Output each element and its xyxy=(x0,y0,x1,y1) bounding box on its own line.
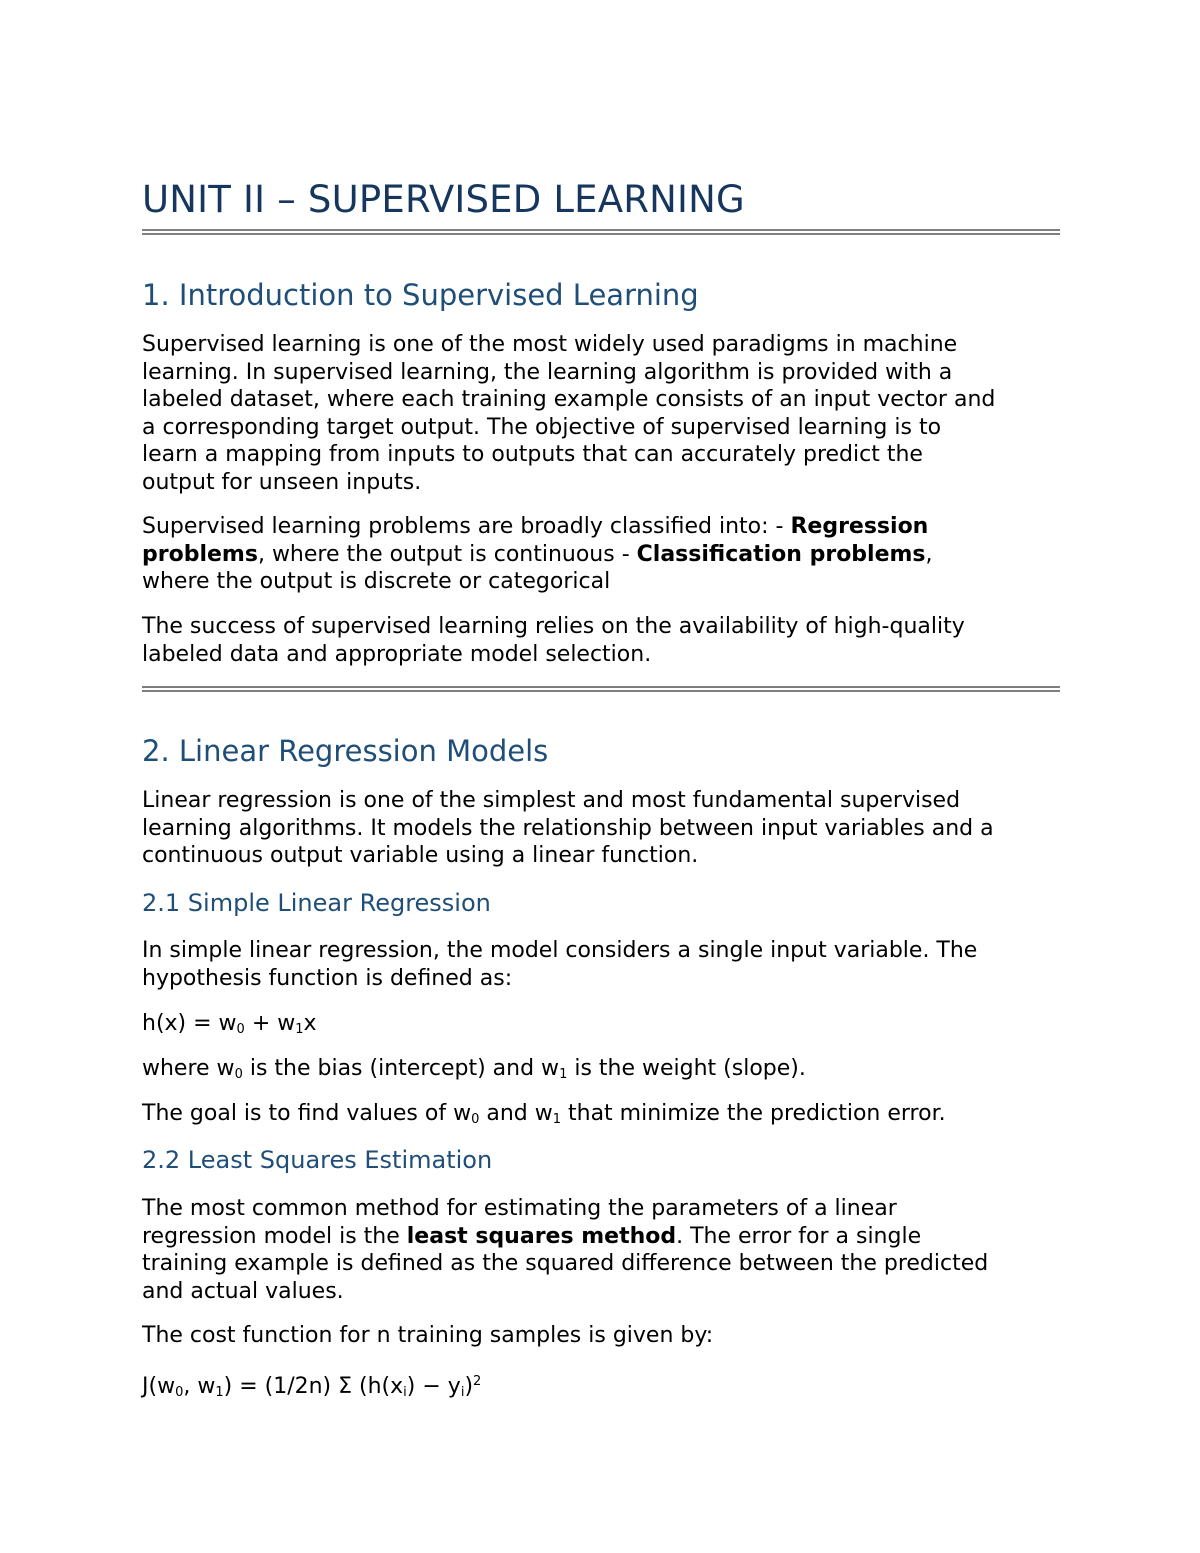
section-1-heading: 1. Introduction to Supervised Learning xyxy=(142,278,699,312)
document-title: UNIT II – SUPERVISED LEARNING xyxy=(142,178,745,221)
section-2-paragraph-1: Linear regression is one of the simplest and most fundamental supervised learning algorithms. It models the relationship between input variables and a continuous output variable using a linear function. xyxy=(142,788,994,868)
hypothesis-formula: $h(x) = w_0 + w_1x$ xyxy=(142,1011,317,1037)
goal-statement: The goal is to find values of $w_0$ and $w_1$ that minimize the prediction error. xyxy=(142,1101,946,1127)
section-1-paragraph-2: Supervised learning problems are broadly classified into: - Regression problems, where the output is continuous - Classification problems, where the output is discrete or categorical xyxy=(142,514,933,594)
cost-function-intro: The cost function for n training samples is given by: xyxy=(142,1323,714,1348)
subsection-2-1-heading: 2.1 Simple Linear Regression xyxy=(142,889,491,917)
section-1-paragraph-3: The success of supervised learning relies on the availability of high-quality labeled data and appropriate model selection. xyxy=(142,614,965,667)
section-1-paragraph-1: Supervised learning is one of the most widely used paradigms in machine learning. In supervised learning, the learning algorithm is provided with a labeled dataset, where each training example consists of an input vector and a corresponding target output. The objective of supervised learning is to learn a mapping from inputs to outputs that can accurately predict the output for unseen inputs. xyxy=(142,332,996,495)
subsection-2-2-paragraph: The most common method for estimating the parameters of a linear regression model is the least squares method. The error for a single training example is defined as the squared difference between the predicted and actual values. xyxy=(142,1196,989,1304)
cost-function-formula: $J(w_0$, $w_1) = (1/2n)$ Σ $(h(x_i) - y_i)^2$ xyxy=(142,1374,482,1400)
subsection-2-1-paragraph: In simple linear regression, the model considers a single input variable. The hypothesis function is defined as: xyxy=(142,938,978,991)
subsection-2-2-heading: 2.2 Least Squares Estimation xyxy=(142,1146,493,1174)
title-divider xyxy=(142,229,1060,235)
section-2-heading: 2. Linear Regression Models xyxy=(142,734,549,768)
section-divider xyxy=(142,686,1060,692)
bias-weight-explanation: where $w_0$ is the bias (intercept) and $w_1$ is the weight (slope). xyxy=(142,1056,806,1082)
